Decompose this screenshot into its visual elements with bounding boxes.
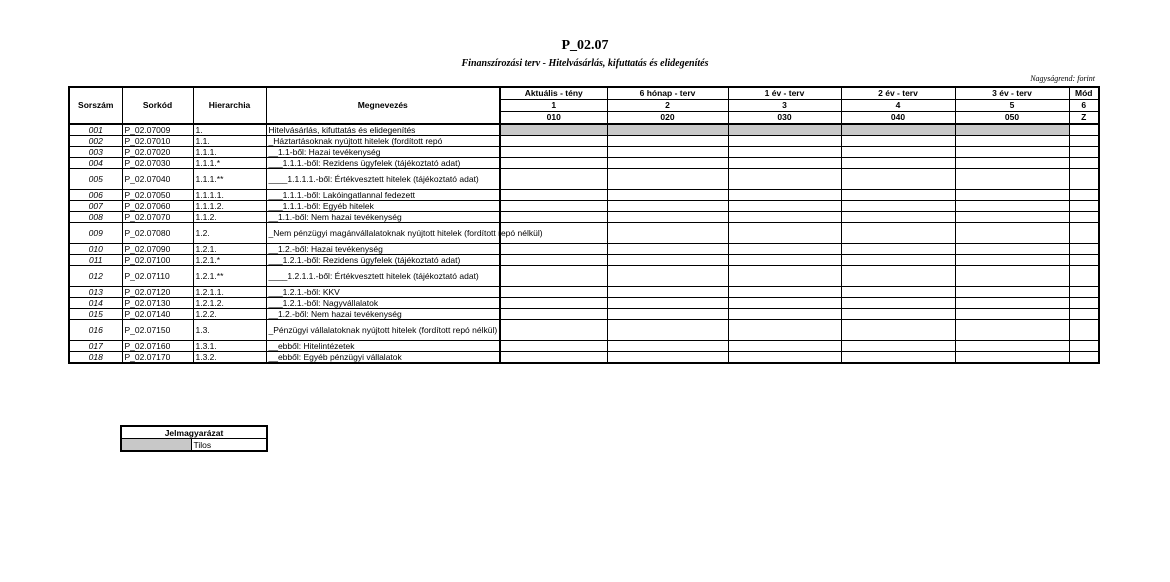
header-col-code: 040 [841, 112, 955, 125]
table-row [69, 287, 1099, 298]
header-col-code: 020 [607, 112, 728, 125]
value-cell[interactable] [728, 352, 841, 364]
value-cell[interactable] [500, 298, 607, 309]
row-sorkod: P_02.07040 [122, 169, 193, 190]
row-megnevezes: _Háztartásoknak nyújtott hitelek (fordított repó [266, 136, 500, 147]
row-sorkod: P_02.07140 [122, 309, 193, 320]
value-cell[interactable] [841, 298, 955, 309]
row-sorszam: 007 [69, 201, 122, 212]
row-megnevezes: ___1.1.1.-ből: Rezidens ügyfelek (tájékoztató adat) [266, 158, 500, 169]
value-cell[interactable] [955, 212, 1069, 223]
value-cell[interactable] [500, 212, 607, 223]
table-row [69, 124, 1099, 136]
value-cell[interactable] [1069, 136, 1099, 147]
table-row [69, 158, 1099, 169]
row-megnevezes: __1.1.-ből: Nem hazai tevékenység [266, 212, 500, 223]
table-row [69, 266, 1099, 287]
report-subtitle: Finanszírozási terv - Hitelvásárlás, kifuttatás és elidegenítés [461, 58, 709, 69]
row-sorszam: 005 [69, 169, 122, 190]
row-megnevezes: ___1.1.1.-ből: Lakóingatlannal fedezett [266, 190, 500, 201]
row-hierarchia: 1.2.1.** [193, 266, 266, 287]
row-hierarchia: 1.1.1.* [193, 158, 266, 169]
value-cell[interactable] [728, 341, 841, 352]
header-col-num: 2 [607, 100, 728, 112]
unit-note: Nagyságrend: forint [1030, 74, 1095, 83]
row-hierarchia: 1.3.2. [193, 352, 266, 364]
value-cell[interactable] [955, 341, 1069, 352]
table-row [69, 169, 1099, 190]
header-megnevezes: Megnevezés [266, 87, 500, 124]
header-col-num: 3 [728, 100, 841, 112]
header-hierarchia: Hierarchia [193, 87, 266, 124]
value-cell[interactable] [500, 244, 607, 255]
row-sorszam: 018 [69, 352, 122, 364]
value-cell[interactable] [841, 341, 955, 352]
value-cell[interactable] [728, 266, 841, 287]
row-hierarchia: 1.1.1.1. [193, 190, 266, 201]
row-hierarchia: 1.1.1. [193, 147, 266, 158]
row-sorkod: P_02.07010 [122, 136, 193, 147]
value-cell[interactable] [841, 244, 955, 255]
value-cell[interactable] [607, 266, 728, 287]
row-sorkod: P_02.07009 [122, 124, 193, 136]
value-cell[interactable] [1069, 287, 1099, 298]
table-row [69, 190, 1099, 201]
row-sorkod: P_02.07090 [122, 244, 193, 255]
value-cell[interactable] [728, 169, 841, 190]
row-sorszam: 013 [69, 287, 122, 298]
value-cell[interactable] [955, 320, 1069, 341]
value-cell[interactable] [1069, 190, 1099, 201]
value-cell[interactable] [955, 124, 1069, 136]
value-cell[interactable] [728, 223, 841, 244]
value-cell[interactable] [955, 223, 1069, 244]
row-megnevezes: ___1.2.1.-ből: Rezidens ügyfelek (tájékoztató adat) [266, 255, 500, 266]
value-cell[interactable] [841, 190, 955, 201]
row-hierarchia: 1.1. [193, 136, 266, 147]
row-sorkod: P_02.07050 [122, 190, 193, 201]
header-col-label: 3 év - terv [955, 87, 1069, 100]
value-cell[interactable] [1069, 147, 1099, 158]
table-row [69, 201, 1099, 212]
value-cell[interactable] [728, 147, 841, 158]
table-row [69, 352, 1099, 364]
value-cell[interactable] [607, 309, 728, 320]
legend [120, 425, 268, 452]
value-cell[interactable] [1069, 320, 1099, 341]
row-sorszam: 009 [69, 223, 122, 244]
table-row [69, 298, 1099, 309]
value-cell[interactable] [955, 244, 1069, 255]
row-megnevezes: Hitelvásárlás, kifuttatás és elidegenítés [266, 124, 500, 136]
value-cell[interactable] [500, 147, 607, 158]
row-sorszam: 008 [69, 212, 122, 223]
value-cell[interactable] [607, 223, 728, 244]
value-cell[interactable] [955, 136, 1069, 147]
value-cell[interactable] [955, 169, 1069, 190]
header-col-code: 050 [955, 112, 1069, 125]
value-cell[interactable] [728, 244, 841, 255]
value-cell[interactable] [500, 352, 607, 364]
row-hierarchia: 1.1.1.2. [193, 201, 266, 212]
row-megnevezes: ___1.1.1.-ből: Egyéb hitelek [266, 201, 500, 212]
value-cell[interactable] [841, 147, 955, 158]
value-cell[interactable] [728, 309, 841, 320]
value-cell[interactable] [955, 266, 1069, 287]
header-col-label: 2 év - terv [841, 87, 955, 100]
table-row [69, 309, 1099, 320]
row-sorkod: P_02.07160 [122, 341, 193, 352]
value-cell[interactable] [1069, 169, 1099, 190]
value-cell[interactable] [500, 287, 607, 298]
row-sorkod: P_02.07100 [122, 255, 193, 266]
value-cell[interactable] [841, 266, 955, 287]
row-sorszam: 015 [69, 309, 122, 320]
value-cell[interactable] [955, 147, 1069, 158]
value-cell[interactable] [841, 255, 955, 266]
value-cell[interactable] [728, 158, 841, 169]
value-cell[interactable] [841, 124, 955, 136]
legend-swatch [121, 439, 191, 452]
value-cell[interactable] [607, 341, 728, 352]
value-cell[interactable] [607, 255, 728, 266]
value-cell[interactable] [728, 190, 841, 201]
value-cell[interactable] [607, 287, 728, 298]
header-col-label: 6 hónap - terv [607, 87, 728, 100]
row-sorszam: 001 [69, 124, 122, 136]
row-hierarchia: 1.1.1.** [193, 169, 266, 190]
row-sorkod: P_02.07060 [122, 201, 193, 212]
table-row [69, 320, 1099, 341]
legend-title: Jelmagyarázat [121, 426, 267, 439]
value-cell[interactable] [1069, 255, 1099, 266]
value-cell[interactable] [841, 223, 955, 244]
value-cell[interactable] [955, 201, 1069, 212]
header-col-num: 1 [500, 100, 607, 112]
header-col-num: 4 [841, 100, 955, 112]
table-row [69, 147, 1099, 158]
value-cell[interactable] [955, 298, 1069, 309]
value-cell[interactable] [728, 320, 841, 341]
header-col-label: Aktuális - tény [500, 87, 607, 100]
data-table [68, 86, 1100, 364]
value-cell[interactable] [841, 352, 955, 364]
row-hierarchia: 1.2.1.* [193, 255, 266, 266]
value-cell[interactable] [500, 266, 607, 287]
value-cell[interactable] [841, 158, 955, 169]
row-sorkod: P_02.07080 [122, 223, 193, 244]
value-cell[interactable] [1069, 158, 1099, 169]
value-cell[interactable] [607, 169, 728, 190]
table-row [69, 136, 1099, 147]
value-cell[interactable] [607, 201, 728, 212]
row-megnevezes: __1.2.-ből: Hazai tevékenység [266, 244, 500, 255]
value-cell[interactable] [955, 309, 1069, 320]
row-sorkod: P_02.07030 [122, 158, 193, 169]
value-cell[interactable] [841, 287, 955, 298]
row-sorkod: P_02.07070 [122, 212, 193, 223]
value-cell[interactable] [1069, 244, 1099, 255]
value-cell[interactable] [841, 201, 955, 212]
table-row [69, 255, 1099, 266]
row-hierarchia: 1.3. [193, 320, 266, 341]
header-col-label: 1 év - terv [728, 87, 841, 100]
row-hierarchia: 1.2. [193, 223, 266, 244]
legend-item: Tilos [191, 439, 267, 452]
value-cell[interactable] [500, 136, 607, 147]
row-sorszam: 002 [69, 136, 122, 147]
report-code: P_02.07 [561, 38, 609, 53]
value-cell[interactable] [500, 158, 607, 169]
value-cell[interactable] [607, 124, 728, 136]
value-cell[interactable] [955, 352, 1069, 364]
row-sorkod: P_02.07150 [122, 320, 193, 341]
value-cell[interactable] [728, 298, 841, 309]
value-cell[interactable] [955, 287, 1069, 298]
row-hierarchia: 1.2.1.2. [193, 298, 266, 309]
value-cell[interactable] [1069, 124, 1099, 136]
row-megnevezes: __1.1-ből: Hazai tevékenység [266, 147, 500, 158]
row-sorkod: P_02.07170 [122, 352, 193, 364]
row-megnevezes: ____1.1.1.1.-ből: Értékvesztett hitelek (tájékoztató adat) [266, 169, 500, 190]
row-hierarchia: 1.3.1. [193, 341, 266, 352]
value-cell[interactable] [607, 136, 728, 147]
header-mod-num: 6 [1069, 100, 1099, 112]
value-cell[interactable] [500, 201, 607, 212]
header-col-num: 5 [955, 100, 1069, 112]
row-sorszam: 017 [69, 341, 122, 352]
value-cell[interactable] [607, 147, 728, 158]
value-cell[interactable] [607, 352, 728, 364]
value-cell[interactable] [500, 309, 607, 320]
row-megnevezes: _Pénzügyi vállalatoknak nyújtott hitelek (fordított repó nélkül) [266, 320, 500, 341]
table-row [69, 244, 1099, 255]
row-sorszam: 006 [69, 190, 122, 201]
row-megnevezes: ___1.2.1.-ből: Nagyvállalatok [266, 298, 500, 309]
value-cell[interactable] [728, 287, 841, 298]
value-cell[interactable] [607, 320, 728, 341]
row-megnevezes: __1.2.-ből: Nem hazai tevékenység [266, 309, 500, 320]
row-sorszam: 012 [69, 266, 122, 287]
value-cell[interactable] [607, 298, 728, 309]
value-cell[interactable] [607, 212, 728, 223]
value-cell[interactable] [500, 190, 607, 201]
table-row [69, 341, 1099, 352]
value-cell[interactable] [1069, 309, 1099, 320]
row-megnevezes: _Nem pénzügyi magánvállalatoknak nyújtott hitelek (fordított repó nélkül) [266, 223, 500, 244]
value-cell[interactable] [1069, 352, 1099, 364]
value-cell[interactable] [1069, 223, 1099, 244]
value-cell[interactable] [607, 158, 728, 169]
value-cell[interactable] [500, 169, 607, 190]
value-cell[interactable] [841, 320, 955, 341]
row-sorszam: 010 [69, 244, 122, 255]
value-cell[interactable] [728, 136, 841, 147]
row-hierarchia: 1.2.2. [193, 309, 266, 320]
value-cell[interactable] [728, 212, 841, 223]
value-cell[interactable] [1069, 341, 1099, 352]
table-row [69, 212, 1099, 223]
value-cell[interactable] [500, 341, 607, 352]
header-mod-code: Z [1069, 112, 1099, 125]
value-cell[interactable] [607, 244, 728, 255]
row-hierarchia: 1.2.1. [193, 244, 266, 255]
header-sorkod: Sorkód [122, 87, 193, 124]
header-col-code: 010 [500, 112, 607, 125]
value-cell[interactable] [500, 320, 607, 341]
row-megnevezes: ___1.2.1.-ből: KKV [266, 287, 500, 298]
row-hierarchia: 1. [193, 124, 266, 136]
row-sorkod: P_02.07130 [122, 298, 193, 309]
row-sorszam: 003 [69, 147, 122, 158]
header-sorszam: Sorszám [69, 87, 122, 124]
row-sorszam: 011 [69, 255, 122, 266]
row-sorkod: P_02.07120 [122, 287, 193, 298]
row-sorszam: 016 [69, 320, 122, 341]
value-cell[interactable] [500, 255, 607, 266]
value-cell[interactable] [841, 212, 955, 223]
value-cell[interactable] [955, 158, 1069, 169]
value-cell[interactable] [728, 124, 841, 136]
row-sorszam: 004 [69, 158, 122, 169]
value-cell[interactable] [728, 255, 841, 266]
row-sorkod: P_02.07110 [122, 266, 193, 287]
value-cell[interactable] [500, 124, 607, 136]
value-cell[interactable] [841, 136, 955, 147]
table-row [69, 223, 1099, 244]
value-cell[interactable] [1069, 201, 1099, 212]
value-cell[interactable] [1069, 212, 1099, 223]
row-sorszam: 014 [69, 298, 122, 309]
row-megnevezes: __ebből: Egyéb pénzügyi vállalatok [266, 352, 500, 364]
value-cell[interactable] [728, 201, 841, 212]
value-cell[interactable] [841, 309, 955, 320]
header-col-code: 030 [728, 112, 841, 125]
row-megnevezes: ____1.2.1.1.-ből: Értékvesztett hitelek (tájékoztató adat) [266, 266, 500, 287]
row-sorkod: P_02.07020 [122, 147, 193, 158]
value-cell[interactable] [955, 190, 1069, 201]
header-mod: Mód [1069, 87, 1099, 100]
row-hierarchia: 1.2.1.1. [193, 287, 266, 298]
value-cell[interactable] [1069, 298, 1099, 309]
value-cell[interactable] [955, 255, 1069, 266]
value-cell[interactable] [1069, 266, 1099, 287]
value-cell[interactable] [607, 190, 728, 201]
value-cell[interactable] [841, 169, 955, 190]
row-hierarchia: 1.1.2. [193, 212, 266, 223]
row-megnevezes: __ebből: Hitelintézetek [266, 341, 500, 352]
